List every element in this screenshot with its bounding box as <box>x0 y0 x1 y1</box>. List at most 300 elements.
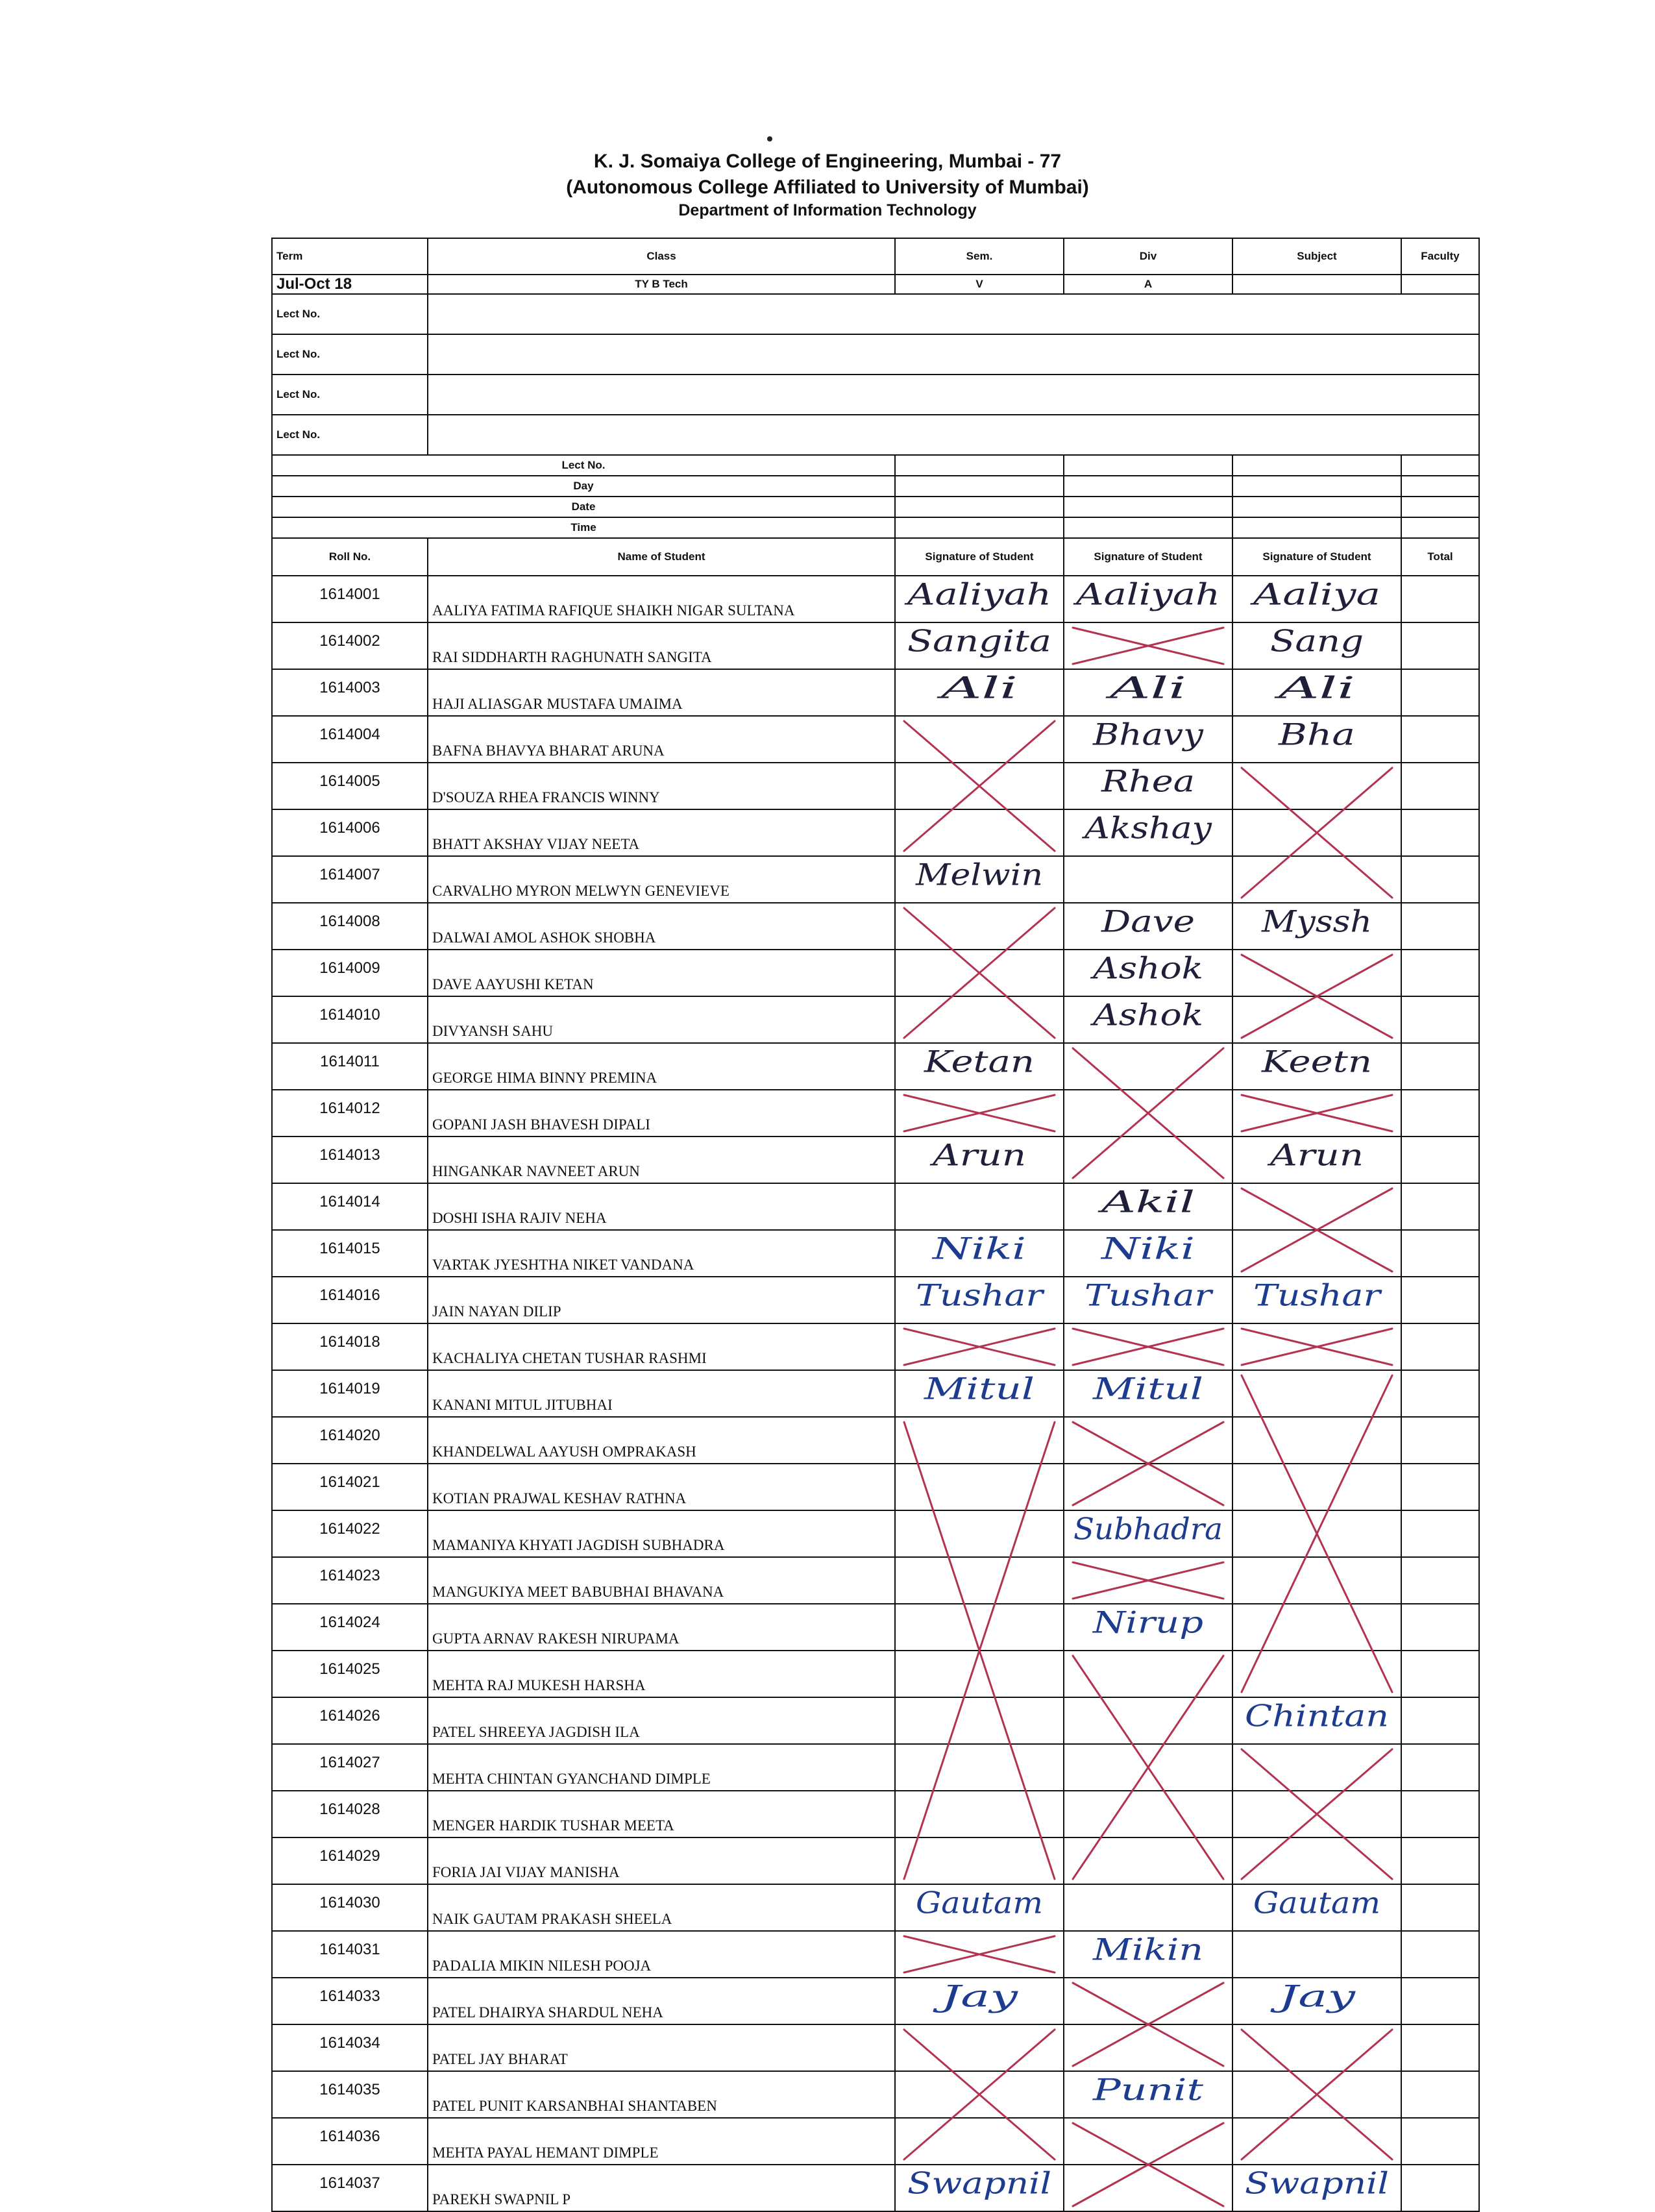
student-row <box>272 622 1479 669</box>
signature-header-1: Signature of Student <box>895 538 1064 576</box>
roll-number: 1614008 <box>272 903 428 950</box>
term-label: Term <box>272 238 428 275</box>
total-cell <box>1401 1043 1479 1090</box>
handwritten-signature: Aaliya <box>1249 576 1380 612</box>
roll-number: 1614019 <box>272 1370 428 1417</box>
handwritten-signature: Niki <box>931 1231 1026 1266</box>
student-name: BHATT AKSHAY VIJAY NEETA <box>428 809 895 856</box>
handwritten-signature: Bhavy <box>1092 717 1205 752</box>
signature-cell-3 <box>1232 1277 1401 1323</box>
signature-cell-1 <box>895 1090 1064 1137</box>
lect-label: Lect No. <box>272 294 428 334</box>
student-name: DOSHI ISHA RAJIV NEHA <box>428 1183 895 1230</box>
roll-number: 1614029 <box>272 1837 428 1884</box>
handwritten-signature: Mitul <box>1092 1371 1203 1407</box>
student-row <box>272 1978 1479 2024</box>
signature-cell-3 <box>1232 2118 1401 2165</box>
student-row <box>272 809 1479 856</box>
student-row <box>272 1604 1479 1651</box>
student-name: MAMANIYA KHYATI JAGDISH SUBHADRA <box>428 1510 895 1557</box>
signature-cell-1 <box>895 996 1064 1043</box>
signature-cell-2 <box>1064 1557 1232 1604</box>
handwritten-signature: Sangita <box>907 623 1051 659</box>
roll-number: 1614023 <box>272 1557 428 1604</box>
student-name: KOTIAN PRAJWAL KESHAV RATHNA <box>428 1464 895 1510</box>
handwritten-signature: Gautam <box>1253 1885 1380 1921</box>
subject-label: Subject <box>1232 238 1401 275</box>
lect-label: Lect No. <box>272 375 428 415</box>
signature-cell-1 <box>895 2071 1064 2118</box>
subject-value <box>1232 275 1401 294</box>
student-name: HINGANKAR NAVNEET ARUN <box>428 1137 895 1183</box>
signature-cell-3 <box>1232 1043 1401 1090</box>
student-row <box>272 1791 1479 1837</box>
total-cell <box>1401 622 1479 669</box>
total-cell <box>1401 1323 1479 1370</box>
signature-cell-1 <box>895 763 1064 809</box>
handwritten-signature: Nirup <box>1092 1604 1203 1640</box>
handwritten-signature: Tushar <box>916 1277 1046 1313</box>
roll-number: 1614018 <box>272 1323 428 1370</box>
total-cell <box>1401 1978 1479 2024</box>
student-row <box>272 1370 1479 1417</box>
signature-cell-3 <box>1232 763 1401 809</box>
college-name: K. J. Somaiya College of Engineering, Mumbai - 77 <box>593 151 1062 172</box>
handwritten-signature: Swapnil <box>1245 2165 1389 2201</box>
handwritten-signature: Tushar <box>1085 1277 1214 1313</box>
student-name: KACHALIYA CHETAN TUSHAR RASHMI <box>428 1323 895 1370</box>
roll-number: 1614037 <box>272 2165 428 2211</box>
signature-cell-2 <box>1064 1884 1232 1931</box>
handwritten-signature: Jay <box>1269 1978 1356 2014</box>
roll-number: 1614015 <box>272 1230 428 1277</box>
student-name: AALIYA FATIMA RAFIQUE SHAIKH NIGAR SULTANA <box>428 576 895 622</box>
signature-cell-2 <box>1064 2118 1232 2165</box>
roll-number: 1614013 <box>272 1137 428 1183</box>
student-row <box>272 2165 1479 2211</box>
total-cell <box>1401 669 1479 716</box>
student-name: KANANI MITUL JITUBHAI <box>428 1370 895 1417</box>
signature-cell-2 <box>1064 950 1232 996</box>
signature-cell-1 <box>895 950 1064 996</box>
lect-value <box>428 294 1479 334</box>
total-cell <box>1401 950 1479 996</box>
signature-cell-2 <box>1064 763 1232 809</box>
signature-cell-1 <box>895 1978 1064 2024</box>
roll-number: 1614021 <box>272 1464 428 1510</box>
student-row <box>272 1837 1479 1884</box>
signature-cell-1 <box>895 903 1064 950</box>
student-name: VARTAK JYESHTHA NIKET VANDANA <box>428 1230 895 1277</box>
roll-number: 1614025 <box>272 1651 428 1697</box>
student-name: MEHTA PAYAL HEMANT DIMPLE <box>428 2118 895 2165</box>
handwritten-signature: Ashok <box>1090 950 1203 986</box>
signature-cell-3 <box>1232 2024 1401 2071</box>
student-row <box>272 2071 1479 2118</box>
signature-cell-1 <box>895 1604 1064 1651</box>
total-cell <box>1401 1370 1479 1417</box>
roll-number: 1614020 <box>272 1417 428 1464</box>
handwritten-signature: Tushar <box>1253 1277 1383 1313</box>
signature-cell-2 <box>1064 1978 1232 2024</box>
signature-cell-3 <box>1232 1137 1401 1183</box>
handwritten-signature: Niki <box>1100 1231 1195 1266</box>
signature-header-2: Signature of Student <box>1064 538 1232 576</box>
roll-number: 1614006 <box>272 809 428 856</box>
signature-cell-3 <box>1232 1090 1401 1137</box>
signature-cell-3 <box>1232 1183 1401 1230</box>
signature-cell-3 <box>1232 903 1401 950</box>
student-name: PATEL DHAIRYA SHARDUL NEHA <box>428 1978 895 2024</box>
handwritten-signature: Gautam <box>916 1885 1043 1921</box>
roll-number: 1614014 <box>272 1183 428 1230</box>
student-name: MEHTA RAJ MUKESH HARSHA <box>428 1651 895 1697</box>
signature-cell-2 <box>1064 2071 1232 2118</box>
signature-cell-3 <box>1232 716 1401 763</box>
student-row <box>272 1510 1479 1557</box>
signature-cell-1 <box>895 2118 1064 2165</box>
total-cell <box>1401 2165 1479 2211</box>
handwritten-signature: Punit <box>1092 2072 1204 2108</box>
signature-cell-2 <box>1064 1230 1232 1277</box>
signature-cell-2 <box>1064 576 1232 622</box>
signature-cell-1 <box>895 576 1064 622</box>
signature-cell-3 <box>1232 1557 1401 1604</box>
student-row <box>272 1884 1479 1931</box>
signature-cell-1 <box>895 1510 1064 1557</box>
signature-cell-2 <box>1064 669 1232 716</box>
signature-cell-2 <box>1064 1651 1232 1697</box>
roll-number: 1614003 <box>272 669 428 716</box>
roll-number: 1614026 <box>272 1697 428 1744</box>
meta-row-lect <box>272 455 1479 476</box>
student-name: D'SOUZA RHEA FRANCIS WINNY <box>428 763 895 809</box>
total-cell <box>1401 1604 1479 1651</box>
signature-cell-3 <box>1232 1978 1401 2024</box>
roll-number: 1614031 <box>272 1931 428 1978</box>
signature-cell-2 <box>1064 1510 1232 1557</box>
total-cell <box>1401 1837 1479 1884</box>
total-header: Total <box>1401 538 1479 576</box>
signature-cell-2 <box>1064 1090 1232 1137</box>
handwritten-signature: Aaliyah <box>1072 576 1220 612</box>
student-name: GUPTA ARNAV RAKESH NIRUPAMA <box>428 1604 895 1651</box>
handwritten-signature: Sang <box>1270 623 1364 659</box>
roll-number: 1614024 <box>272 1604 428 1651</box>
signature-cell-2 <box>1064 809 1232 856</box>
signature-cell-1 <box>895 1557 1064 1604</box>
student-row <box>272 1043 1479 1090</box>
roll-number: 1614030 <box>272 1884 428 1931</box>
student-name: DALWAI AMOL ASHOK SHOBHA <box>428 903 895 950</box>
meta-row-date <box>272 497 1479 517</box>
student-name: GEORGE HIMA BINNY PREMINA <box>428 1043 895 1090</box>
student-name: JAIN NAYAN DILIP <box>428 1277 895 1323</box>
handwritten-signature: Ali <box>1273 670 1355 706</box>
signature-cell-3 <box>1232 1510 1401 1557</box>
course-header-row <box>272 238 1479 275</box>
roll-number: 1614009 <box>272 950 428 996</box>
signature-cell-1 <box>895 2165 1064 2211</box>
term-value: Jul-Oct 18 <box>272 275 428 294</box>
student-row <box>272 2118 1479 2165</box>
signature-cell-1 <box>895 716 1064 763</box>
lect-value <box>428 415 1479 455</box>
handwritten-signature: Myssh <box>1260 903 1372 939</box>
student-name: FORIA JAI VIJAY MANISHA <box>428 1837 895 1884</box>
total-cell <box>1401 716 1479 763</box>
student-name: MENGER HARDIK TUSHAR MEETA <box>428 1791 895 1837</box>
total-cell <box>1401 1510 1479 1557</box>
student-name: PAREKH SWAPNIL P <box>428 2165 895 2211</box>
student-name: PATEL PUNIT KARSANBHAI SHANTABEN <box>428 2071 895 2118</box>
signature-cell-3 <box>1232 809 1401 856</box>
student-row <box>272 1183 1479 1230</box>
signature-cell-2 <box>1064 622 1232 669</box>
handwritten-signature: Aaliyah <box>903 576 1051 612</box>
total-cell <box>1401 2118 1479 2165</box>
signature-cell-1 <box>895 1464 1064 1510</box>
student-name: DIVYANSH SAHU <box>428 996 895 1043</box>
roll-number: 1614022 <box>272 1510 428 1557</box>
student-row <box>272 669 1479 716</box>
signature-cell-1 <box>895 1697 1064 1744</box>
total-cell <box>1401 996 1479 1043</box>
total-cell <box>1401 1230 1479 1277</box>
signature-cell-3 <box>1232 1370 1401 1417</box>
lect-label: Lect No. <box>272 334 428 375</box>
handwritten-signature: Keetn <box>1260 1044 1372 1079</box>
signature-cell-3 <box>1232 996 1401 1043</box>
meta-lect-label: Lect No. <box>272 455 895 476</box>
total-cell <box>1401 903 1479 950</box>
meta-row-day <box>272 476 1479 497</box>
total-cell <box>1401 809 1479 856</box>
attendance-table <box>271 238 1480 2212</box>
signature-cell-3 <box>1232 576 1401 622</box>
roll-number: 1614033 <box>272 1978 428 2024</box>
course-value-row <box>272 275 1479 294</box>
signature-cell-2 <box>1064 856 1232 903</box>
roll-number: 1614001 <box>272 576 428 622</box>
student-row <box>272 1697 1479 1744</box>
total-cell <box>1401 1931 1479 1978</box>
signature-cell-1 <box>895 1183 1064 1230</box>
handwritten-signature: Chintan <box>1245 1698 1389 1734</box>
student-row <box>272 1464 1479 1510</box>
div-label: Div <box>1064 238 1232 275</box>
handwritten-signature: Mitul <box>923 1371 1035 1407</box>
signature-cell-2 <box>1064 1604 1232 1651</box>
total-cell <box>1401 856 1479 903</box>
lect-row <box>272 415 1479 455</box>
total-cell <box>1401 1090 1479 1137</box>
total-cell <box>1401 1651 1479 1697</box>
lect-row <box>272 294 1479 334</box>
stray-ink-dot <box>767 136 772 141</box>
signature-cell-3 <box>1232 1837 1401 1884</box>
student-name: GOPANI JASH BHAVESH DIPALI <box>428 1090 895 1137</box>
roll-number: 1614004 <box>272 716 428 763</box>
signature-cell-1 <box>895 1043 1064 1090</box>
signature-cell-3 <box>1232 1464 1401 1510</box>
roll-number: 1614035 <box>272 2071 428 2118</box>
student-name: MEHTA CHINTAN GYANCHAND DIMPLE <box>428 1744 895 1791</box>
signature-cell-1 <box>895 1837 1064 1884</box>
signature-cell-3 <box>1232 1417 1401 1464</box>
signature-cell-3 <box>1232 1884 1401 1931</box>
student-row <box>272 903 1479 950</box>
signature-cell-2 <box>1064 1323 1232 1370</box>
total-cell <box>1401 576 1479 622</box>
roll-number: 1614005 <box>272 763 428 809</box>
name-header: Name of Student <box>428 538 895 576</box>
handwritten-signature: Jay <box>932 1978 1019 2014</box>
lect-value <box>428 334 1479 375</box>
student-row <box>272 2024 1479 2071</box>
total-cell <box>1401 1697 1479 1744</box>
student-row <box>272 950 1479 996</box>
roll-number: 1614012 <box>272 1090 428 1137</box>
student-row <box>272 1277 1479 1323</box>
total-cell <box>1401 763 1479 809</box>
total-cell <box>1401 1791 1479 1837</box>
signature-cell-3 <box>1232 1931 1401 1978</box>
signature-cell-1 <box>895 1931 1064 1978</box>
student-row <box>272 996 1479 1043</box>
signature-cell-1 <box>895 856 1064 903</box>
signature-cell-2 <box>1064 1837 1232 1884</box>
student-row <box>272 1417 1479 1464</box>
signature-cell-3 <box>1232 2071 1401 2118</box>
student-row <box>272 1230 1479 1277</box>
college-affiliation: (Autonomous College Affiliated to University of Mumbai) <box>566 177 1089 198</box>
student-row <box>272 716 1479 763</box>
student-name: PATEL JAY BHARAT <box>428 2024 895 2071</box>
signature-cell-1 <box>895 1370 1064 1417</box>
lect-row <box>272 375 1479 415</box>
student-row <box>272 1744 1479 1791</box>
signature-cell-2 <box>1064 1183 1232 1230</box>
roll-number: 1614034 <box>272 2024 428 2071</box>
signature-cell-2 <box>1064 1043 1232 1090</box>
student-row <box>272 856 1479 903</box>
student-row <box>272 1137 1479 1183</box>
sem-label: Sem. <box>895 238 1064 275</box>
student-name: CARVALHO MYRON MELWYN GENEVIEVE <box>428 856 895 903</box>
lect-label: Lect No. <box>272 415 428 455</box>
handwritten-signature: Swapnil <box>907 2165 1051 2201</box>
student-name: BAFNA BHAVYA BHARAT ARUNA <box>428 716 895 763</box>
total-cell <box>1401 1183 1479 1230</box>
student-row <box>272 1557 1479 1604</box>
student-name: HAJI ALIASGAR MUSTAFA UMAIMA <box>428 669 895 716</box>
faculty-label: Faculty <box>1401 238 1479 275</box>
signature-cell-1 <box>895 622 1064 669</box>
signature-cell-3 <box>1232 856 1401 903</box>
student-name: RAI SIDDHARTH RAGHUNATH SANGITA <box>428 622 895 669</box>
handwritten-signature: Bha <box>1277 717 1355 752</box>
signature-cell-2 <box>1064 1417 1232 1464</box>
meta-date-label: Date <box>272 497 895 517</box>
student-row <box>272 1651 1479 1697</box>
signature-cell-3 <box>1232 1230 1401 1277</box>
handwritten-signature: Akil <box>1097 1184 1195 1220</box>
department-name: Department of Information Technology <box>678 201 977 219</box>
roll-number: 1614016 <box>272 1277 428 1323</box>
total-cell <box>1401 1417 1479 1464</box>
signature-cell-1 <box>895 1323 1064 1370</box>
signature-cell-1 <box>895 2024 1064 2071</box>
signature-cell-1 <box>895 1277 1064 1323</box>
handwritten-signature: Ashok <box>1090 997 1203 1033</box>
signature-cell-3 <box>1232 622 1401 669</box>
signature-cell-3 <box>1232 1697 1401 1744</box>
student-name: MANGUKIYA MEET BABUBHAI BHAVANA <box>428 1557 895 1604</box>
signature-cell-2 <box>1064 1137 1232 1183</box>
handwritten-signature: Ketan <box>923 1044 1035 1079</box>
meta-row-time <box>272 517 1479 538</box>
student-name: PADALIA MIKIN NILESH POOJA <box>428 1931 895 1978</box>
signature-cell-2 <box>1064 716 1232 763</box>
signature-cell-2 <box>1064 1791 1232 1837</box>
total-cell <box>1401 1557 1479 1604</box>
total-cell <box>1401 1277 1479 1323</box>
signature-cell-1 <box>895 1884 1064 1931</box>
roll-number: 1614027 <box>272 1744 428 1791</box>
meta-day-label: Day <box>272 476 895 497</box>
handwritten-signature: Arun <box>1266 1137 1364 1173</box>
lect-value <box>428 375 1479 415</box>
faculty-value <box>1401 275 1479 294</box>
class-value: TY B Tech <box>428 275 895 294</box>
signature-cell-1 <box>895 669 1064 716</box>
signature-cell-2 <box>1064 996 1232 1043</box>
signature-cell-3 <box>1232 950 1401 996</box>
total-cell <box>1401 1744 1479 1791</box>
handwritten-signature: Ali <box>1105 670 1186 706</box>
roll-number: 1614036 <box>272 2118 428 2165</box>
signature-cell-2 <box>1064 1697 1232 1744</box>
total-cell <box>1401 2024 1479 2071</box>
signature-cell-3 <box>1232 1604 1401 1651</box>
handwritten-signature: Subhadra <box>1073 1511 1223 1547</box>
student-row <box>272 1323 1479 1370</box>
total-cell <box>1401 1137 1479 1183</box>
lect-row <box>272 334 1479 375</box>
student-row <box>272 576 1479 622</box>
signature-cell-2 <box>1064 1744 1232 1791</box>
handwritten-signature: Dave <box>1100 903 1195 939</box>
handwritten-signature: Mikin <box>1092 1932 1203 1967</box>
handwritten-signature: Arun <box>929 1137 1026 1173</box>
student-name: KHANDELWAL AAYUSH OMPRAKASH <box>428 1417 895 1464</box>
student-name: NAIK GAUTAM PRAKASH SHEELA <box>428 1884 895 1931</box>
student-name: PATEL SHREEYA JAGDISH ILA <box>428 1697 895 1744</box>
roll-number: 1614010 <box>272 996 428 1043</box>
signature-cell-1 <box>895 1651 1064 1697</box>
signature-cell-2 <box>1064 1277 1232 1323</box>
signature-cell-3 <box>1232 669 1401 716</box>
total-cell <box>1401 1884 1479 1931</box>
signature-cell-1 <box>895 1230 1064 1277</box>
signature-cell-3 <box>1232 2165 1401 2211</box>
roll-number: 1614007 <box>272 856 428 903</box>
student-row <box>272 1931 1479 1978</box>
student-name: DAVE AAYUSHI KETAN <box>428 950 895 996</box>
signature-cell-3 <box>1232 1791 1401 1837</box>
signature-cell-2 <box>1064 1464 1232 1510</box>
